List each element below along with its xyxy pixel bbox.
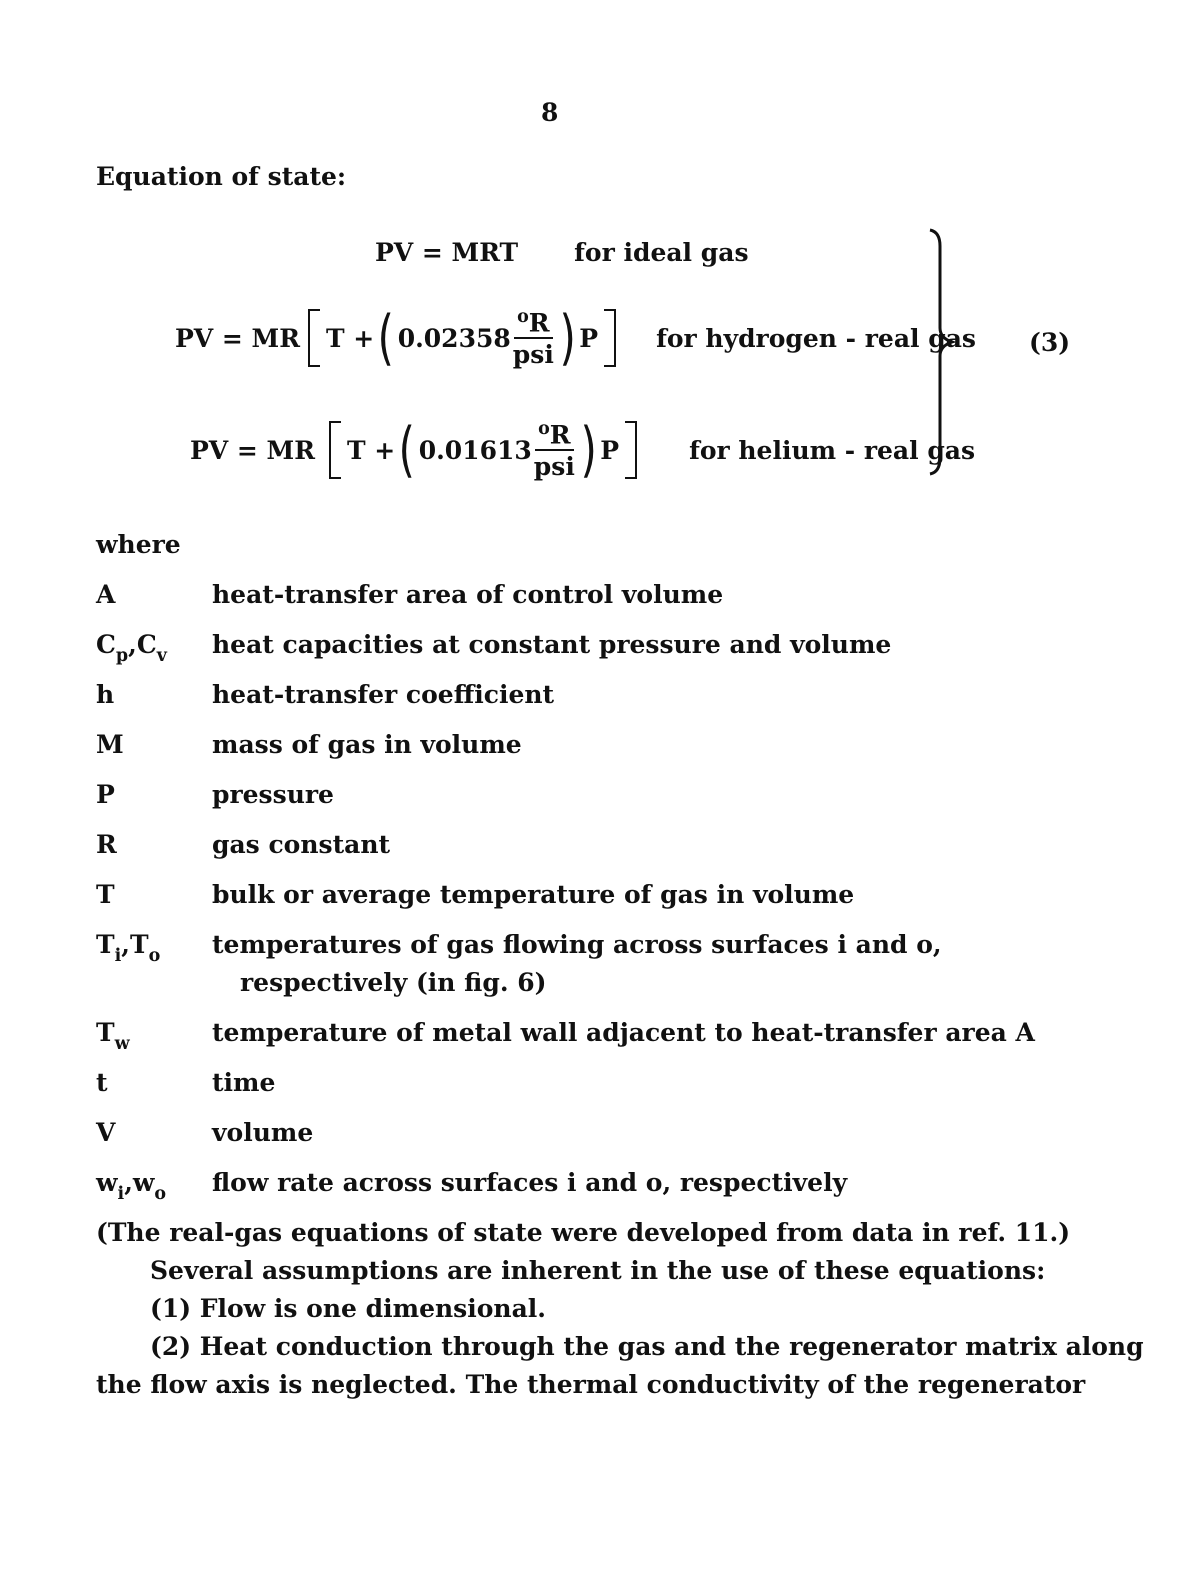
symbol: $T_i,T_o$: [96, 930, 161, 966]
symbol: M: [96, 730, 124, 759]
definition-text: heat-transfer coefficient: [212, 680, 555, 709]
degree-mark: o: [517, 306, 529, 327]
paragraph: (2) Heat conduction through the gas and the regenerator matrix along: [150, 1332, 1144, 1361]
right-paren: ): [580, 415, 597, 485]
page-number: 8: [541, 98, 559, 127]
left-bracket: [308, 309, 320, 367]
definition-text: mass of gas in volume: [212, 730, 522, 759]
paragraph: Several assumptions are inherent in the use of these equations:: [150, 1256, 1046, 1285]
symbol: t: [96, 1068, 108, 1097]
equation-helium-desc: for helium - real gas: [689, 435, 976, 465]
definition-text: pressure: [212, 780, 334, 809]
right-paren: ): [559, 303, 576, 373]
definition-text: temperatures of gas flowing across surfaces i and o,: [212, 930, 942, 959]
right-bracket: [625, 421, 637, 479]
symbol: $C_p,C_v$: [96, 630, 167, 666]
equation-ideal-lhs: PV = MRT: [375, 238, 519, 267]
left-paren: (: [377, 303, 395, 373]
equation-group-brace: [926, 228, 958, 476]
left-paren: (: [398, 415, 416, 485]
symbol: A: [96, 580, 116, 609]
definition-text: bulk or average temperature of gas in volume: [212, 880, 855, 909]
definition-text: heat capacities at constant pressure and volume: [212, 630, 892, 659]
section-heading: Equation of state:: [96, 162, 347, 191]
source-note: (The real-gas equations of state were developed from data in ref. 11.): [96, 1218, 1071, 1247]
degree-mark: o: [538, 418, 550, 439]
definition-text: time: [212, 1068, 276, 1097]
equation-hydrogen-lhs: PV = MR: [175, 323, 300, 353]
symbol: R: [96, 830, 117, 859]
unit-fraction: [533, 418, 575, 482]
equation-hydrogen-p: P: [579, 323, 599, 353]
equation-helium-lhs: PV = MR: [190, 435, 315, 465]
equation-helium: [190, 415, 976, 485]
paragraph: (1) Flow is one dimensional.: [150, 1294, 546, 1323]
definition-text: volume: [212, 1118, 314, 1147]
unit-fraction: [512, 306, 554, 370]
equation-ideal-gas: [375, 238, 749, 267]
equation-helium-coef: 0.01613: [418, 435, 532, 465]
paragraph: the flow axis is neglected. The thermal conductivity of the regenerator: [96, 1370, 1086, 1399]
definition-text: gas constant: [212, 830, 391, 859]
symbol: $T_w$: [96, 1018, 130, 1054]
symbol: T: [96, 880, 115, 909]
definition-text: heat-transfer area of control volume: [212, 580, 724, 609]
where-label: where: [96, 530, 181, 559]
symbol: V: [96, 1118, 116, 1147]
symbol: h: [96, 680, 115, 709]
unit-denominator: psi: [512, 340, 554, 370]
right-bracket: [604, 309, 616, 367]
left-bracket: [329, 421, 341, 479]
symbol: P: [96, 780, 115, 809]
definition-text-continued: respectively (in fig. 6): [240, 968, 547, 997]
unit-denominator: psi: [533, 452, 575, 482]
unit-numerator: R: [528, 308, 550, 338]
symbol: $w_i,w_o$: [96, 1168, 167, 1204]
equation-hydrogen-t: T +: [326, 323, 375, 353]
equation-hydrogen-desc: for hydrogen - real gas: [656, 323, 976, 353]
unit-numerator: R: [549, 420, 571, 450]
equation-helium-p: P: [600, 435, 620, 465]
equation-helium-t: T +: [347, 435, 396, 465]
definition-text: temperature of metal wall adjacent to heat-transfer area A: [212, 1018, 1035, 1047]
equation-hydrogen: [175, 303, 976, 373]
equation-number: (3): [1029, 328, 1071, 357]
equation-hydrogen-coef: 0.02358: [397, 323, 511, 353]
equation-ideal-desc: for ideal gas: [574, 238, 749, 267]
definition-text: flow rate across surfaces i and o, respectively: [212, 1168, 848, 1197]
